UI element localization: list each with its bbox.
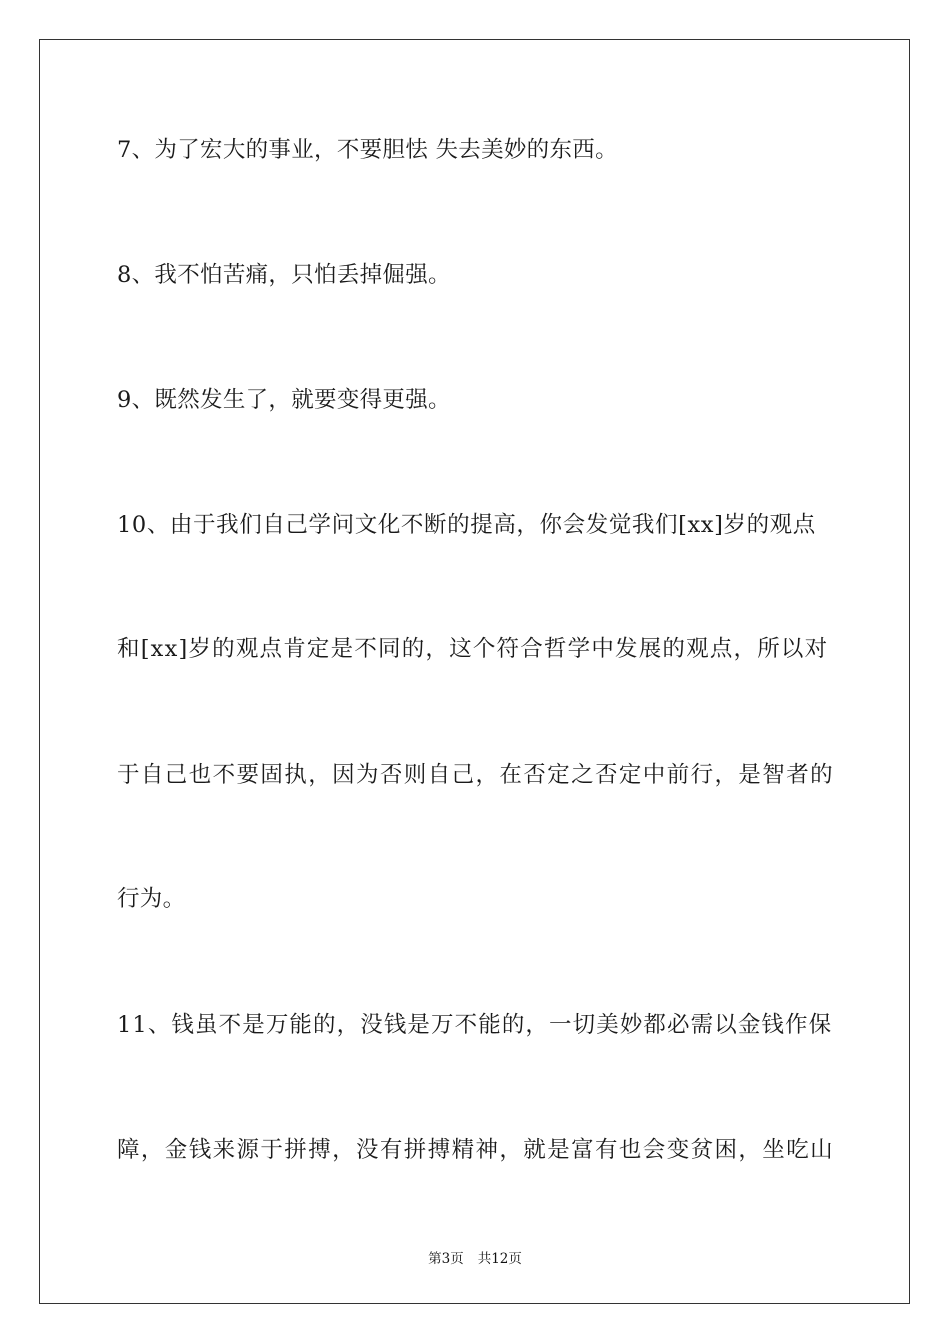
text-line: 8、我不怕苦痛，只怕丢掉倔强。 (117, 262, 451, 288)
text-line: 障，金钱来源于拼搏，没有拼搏精神，就是富有也会变贫困，坐吃山 (117, 1137, 835, 1163)
text-line: 和[xx]岁的观点肯定是不同的，这个符合哲学中发展的观点，所以对 (117, 636, 829, 662)
page-number: 第3页 (428, 1251, 464, 1267)
text-line: 9、既然发生了，就要变得更强。 (117, 387, 451, 413)
text-line: 于自己也不要固执，因为否则自己，在否定之否定中前行，是智者的 (117, 762, 835, 788)
text-line: 行为。 (117, 886, 186, 912)
text-line: 7、为了宏大的事业，不要胆怯 失去美妙的东西。 (117, 137, 618, 163)
page-border (39, 39, 910, 1304)
text-line: 11、钱虽不是万能的，没钱是万不能的，一切美妙都必需以金钱作保 (117, 1012, 833, 1038)
page-total: 共12页 (477, 1251, 522, 1267)
text-line: 10、由于我们自己学问文化不断的提高，你会发觉我们[xx]岁的观点 (117, 512, 816, 538)
page-footer (0, 1247, 950, 1267)
